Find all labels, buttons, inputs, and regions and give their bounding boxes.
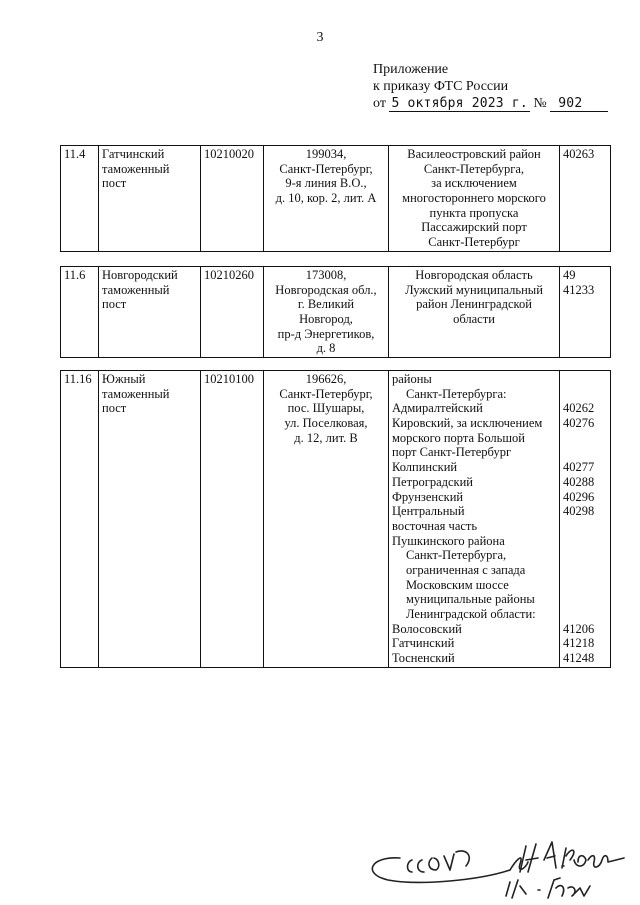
cell-line: [563, 220, 607, 235]
cell-line: [563, 534, 607, 549]
service-area: [389, 371, 560, 668]
cell-line: пост: [102, 176, 127, 191]
post-name: [99, 371, 201, 668]
cell-line: 199034,: [305, 147, 347, 161]
cell-line: [563, 235, 607, 250]
post-address: [264, 371, 389, 668]
cell-line: ограниченная с запада: [406, 562, 526, 577]
cell-line: [563, 297, 607, 312]
cell-line: г. Великий: [297, 297, 355, 312]
header-appendix-label: Приложение: [373, 62, 449, 77]
cell-line: Василеостровский район: [407, 147, 541, 161]
cell-line: Новгородская обл.,: [275, 282, 377, 297]
cell-line: Новгородский: [102, 268, 178, 282]
cell-line: муниципальные районы: [406, 592, 535, 607]
cell-line: Санкт-Петербург: [428, 235, 520, 250]
row-number: 11.16: [61, 371, 99, 668]
row-number: 11.4: [61, 146, 99, 252]
customs-post-table-1: [60, 145, 611, 252]
cell-line: таможенный: [102, 161, 170, 176]
cell-line: 40276: [563, 416, 595, 431]
cell-line: [563, 431, 607, 446]
cell-line: [563, 592, 607, 607]
appendix-header: [373, 61, 608, 112]
cell-line: район Ленинградской: [416, 297, 532, 312]
cell-line: Колпинский: [392, 460, 458, 475]
cell-line: таможенный: [102, 386, 170, 401]
cell-line: Адмиралтейский: [392, 401, 483, 416]
cell-line: районы: [392, 372, 432, 386]
cell-line: 49: [563, 268, 576, 282]
post-name: [99, 267, 201, 358]
cell-line: Санкт-Петербург,: [279, 386, 373, 401]
table-row: [61, 267, 611, 358]
cell-line: морского порта Большой: [392, 430, 525, 445]
table-row: [61, 146, 611, 252]
cell-line: [563, 387, 607, 402]
cell-line: 40296: [563, 489, 595, 504]
cell-line: восточная часть: [392, 518, 478, 533]
post-address: [264, 146, 389, 252]
customs-post-table-2: [60, 266, 611, 358]
cell-line: 9-я линия В.О.,: [285, 176, 367, 191]
cell-line: [563, 548, 607, 563]
customs-post-table-3: [60, 370, 611, 668]
cell-line: области: [453, 312, 495, 327]
cell-line: пункта пропуска: [429, 205, 519, 220]
cell-line: [563, 607, 607, 622]
cell-line: 41248: [563, 651, 595, 666]
cell-line: 40263: [563, 147, 595, 161]
order-date: 5 октября 2023 г.: [391, 96, 528, 111]
cell-line: ул. Поселковая,: [284, 416, 368, 431]
cell-line: [563, 445, 607, 460]
cell-line: [563, 563, 607, 578]
page-number: 3: [316, 30, 324, 45]
cell-line: 196626,: [305, 372, 347, 386]
cell-line: Лужский муниципальный: [405, 282, 543, 297]
cell-line: Волосовский: [392, 621, 462, 636]
cell-line: д. 12, лит. В: [294, 430, 358, 445]
cell-line: Санкт-Петербурга:: [406, 386, 507, 401]
cell-line: Новгородская область: [415, 268, 533, 282]
cell-line: Санкт-Петербурга,: [406, 548, 507, 563]
cell-line: [563, 578, 607, 593]
cell-line: пр-д Энергетиков,: [277, 326, 375, 341]
cell-line: Гатчинский: [102, 147, 165, 161]
cell-line: [563, 176, 607, 191]
cell-line: Петроградский: [392, 474, 473, 489]
cell-line: 40298: [563, 504, 595, 519]
service-area: [389, 146, 560, 252]
cell-line: таможенный: [102, 282, 170, 297]
post-code: 10210260: [201, 267, 264, 358]
header-from-label: от: [373, 96, 386, 111]
table-row: [61, 371, 611, 668]
cell-line: Кировский, за исключением: [392, 416, 543, 431]
header-date-line: [373, 95, 608, 112]
cell-line: Пассажирский порт: [421, 220, 527, 235]
cell-line: Южный: [102, 372, 146, 386]
cell-line: д. 8: [316, 341, 336, 356]
cell-line: 40262: [563, 401, 595, 416]
cell-line: порт Санкт-Петербург: [392, 445, 512, 460]
cell-line: Фрунзенский: [392, 489, 464, 504]
cell-line: пост: [102, 401, 127, 416]
cell-line: Тосненский: [392, 651, 455, 666]
cell-line: Центральный: [392, 504, 465, 519]
cell-line: д. 10, кор. 2, лит. А: [275, 191, 377, 206]
header-number-label: №: [533, 96, 547, 111]
cell-line: [563, 372, 607, 387]
cell-line: 41206: [563, 621, 595, 636]
cell-line: пост: [102, 297, 127, 312]
okato-codes: [560, 146, 611, 252]
post-name: [99, 146, 201, 252]
cell-line: Санкт-Петербурга,: [423, 161, 525, 176]
okato-codes: [560, 371, 611, 668]
cell-line: за исключением: [431, 176, 517, 191]
service-area: [389, 267, 560, 358]
cell-line: [563, 191, 607, 206]
cell-line: [563, 206, 607, 221]
signature-handwritten: [360, 830, 630, 900]
post-code: 10210020: [201, 146, 264, 252]
cell-line: [563, 312, 607, 327]
cell-line: Московским шоссе: [406, 577, 509, 592]
cell-line: 40277: [563, 460, 595, 475]
cell-line: многостороннего морского: [402, 191, 546, 206]
cell-line: Новгород,: [299, 312, 353, 327]
cell-line: Санкт-Петербург,: [279, 161, 373, 176]
order-number: 902: [550, 97, 608, 112]
cell-line: 173008,: [305, 268, 347, 282]
cell-line: 41233: [563, 282, 595, 297]
cell-line: пос. Шушары,: [287, 401, 365, 416]
header-order-label: к приказу ФТС России: [373, 79, 509, 94]
cell-line: 41218: [563, 636, 595, 651]
post-address: [264, 267, 389, 358]
cell-line: Пушкинского района: [392, 533, 505, 548]
cell-line: Гатчинский: [392, 636, 455, 651]
row-number: 11.6: [61, 267, 99, 358]
okato-codes: [560, 267, 611, 358]
post-code: 10210100: [201, 371, 264, 668]
cell-line: [563, 519, 607, 534]
cell-line: Ленинградской области:: [406, 607, 536, 621]
cell-line: [563, 162, 607, 177]
cell-line: 40288: [563, 474, 595, 489]
